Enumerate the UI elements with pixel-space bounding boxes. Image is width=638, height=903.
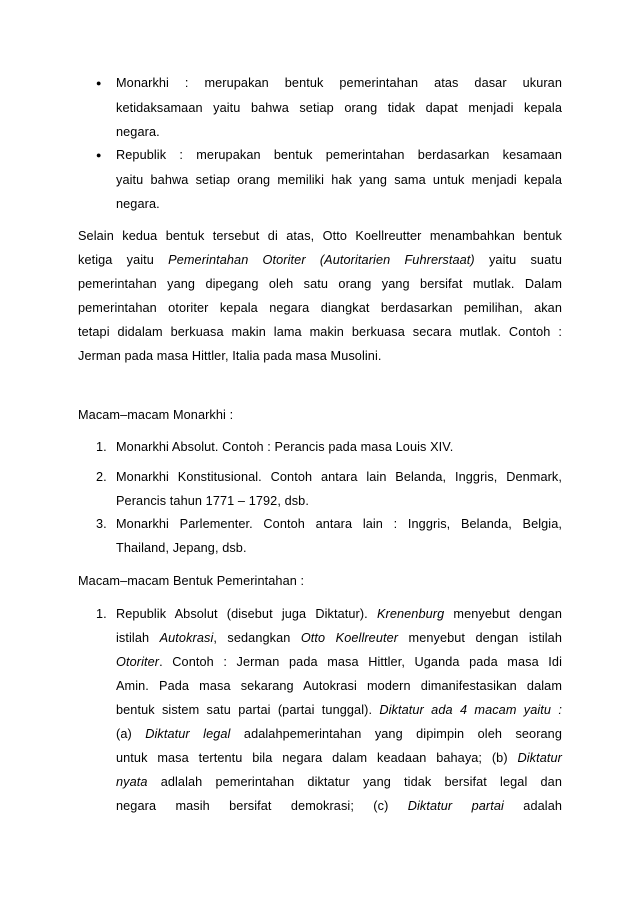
pemerintahan-line-5: bentuk sistem satu partai (partai tunggal). Diktatur ada 4 macam yaitu :: [116, 703, 563, 717]
paragraph-line-4: pemerintahan otoriter kepala negara diangkat berdasarkan pemilihan, akan: [78, 301, 562, 315]
bullet-republik-line-1: Republik : merupakan bentuk pemerintahan berdasarkan kesamaan: [116, 148, 562, 162]
term-nyata: nyata: [116, 775, 148, 789]
monarkhi-item-3-line-2: Thailand, Jepang, dsb.: [116, 541, 247, 555]
pemerintahan-line-7: untuk masa tertentu bila negara dalam keadaan bahaya; (b) Diktatur: [116, 751, 562, 765]
term-pemerintahan-otoriter: Pemerintahan Otoriter (Autoritarien Fuhrerstaat): [168, 253, 475, 267]
paragraph-line-5: tetapi didalam berkuasa makin lama makin berkuasa secara mutlak. Contoh :: [78, 325, 562, 339]
term-diktatur-4-macam: Diktatur ada 4 macam yaitu :: [379, 703, 563, 717]
bullet-republik-line-3: negara.: [116, 197, 160, 211]
pemerintahan-line-9: negara masih bersifat demokrasi; (c) Diktatur partai adalah: [116, 799, 563, 813]
list-number: 1.: [96, 607, 107, 621]
term-diktatur-legal: Diktatur legal: [145, 727, 231, 741]
pemerintahan-line-8: nyata adlalah pemerintahan diktatur yang tidak bersifat legal dan: [116, 775, 562, 789]
paragraph-line-2: ketiga yaitu Pemerintahan Otoriter (Autoritarien Fuhrerstaat) yaitu suatu: [78, 253, 563, 267]
paragraph-line-3: pemerintahan yang dipegang oleh satu orang yang bersifat mutlak. Dalam: [78, 277, 562, 291]
term-krenenburg: Krenenburg: [376, 607, 445, 621]
term-otto-koellreuter: Otto Koellreuter: [300, 631, 399, 645]
list-number: 2.: [96, 470, 107, 484]
monarkhi-item-2-line-2: Perancis tahun 1771 – 1792, dsb.: [116, 494, 309, 508]
paragraph-line-1: Selain kedua bentuk tersebut di atas, Otto Koellreutter menambahkan bentuk: [78, 229, 562, 243]
heading-macam-monarkhi: Macam–macam Monarkhi :: [78, 408, 234, 422]
pemerintahan-line-4: Amin. Pada masa sekarang Autokrasi modern dimanifestasikan dalam: [116, 679, 562, 693]
pemerintahan-line-6: (a) Diktatur legal adalahpemerintahan yang dipimpin oleh seorang: [116, 727, 562, 741]
term-otoriter: Otoriter: [116, 655, 160, 669]
pemerintahan-line-3: Otoriter. Contoh : Jerman pada masa Hittler, Uganda pada masa Idi: [116, 655, 562, 669]
heading-macam-bentuk-pemerintahan: Macam–macam Bentuk Pemerintahan :: [78, 574, 305, 588]
monarkhi-item-3-line-1: Monarkhi Parlementer. Contoh antara lain : Inggris, Belanda, Belgia,: [116, 517, 562, 531]
bullet-dot: ●: [96, 78, 102, 88]
monarkhi-item-2-line-1: Monarkhi Konstitusional. Contoh antara lain Belanda, Inggris, Denmark,: [116, 470, 562, 484]
bullet-monarkhi-line-1: Monarkhi : merupakan bentuk pemerintahan atas dasar ukuran: [116, 76, 562, 90]
pemerintahan-line-2: istilah Autokrasi, sedangkan Otto Koellreuter menyebut dengan istilah: [116, 631, 562, 645]
pemerintahan-line-1: Republik Absolut (disebut juga Diktatur). Krenenburg menyebut dengan: [116, 607, 562, 621]
bullet-monarkhi-line-3: negara.: [116, 125, 160, 139]
paragraph-line-6: Jerman pada masa Hittler, Italia pada masa Musolini.: [78, 349, 382, 363]
list-number: 3.: [96, 517, 107, 531]
bullet-monarkhi-line-2: ketidaksamaan yaitu bahwa setiap orang tidak dapat menjadi kepala: [116, 101, 562, 115]
bullet-republik-line-2: yaitu bahwa setiap orang memiliki hak yang sama untuk menjadi kepala: [116, 173, 562, 187]
term-autokrasi: Autokrasi: [159, 631, 214, 645]
list-number: 1.: [96, 440, 107, 454]
term-diktatur: Diktatur: [517, 751, 562, 765]
bullet-dot: ●: [96, 150, 102, 160]
term-diktatur-partai: Diktatur partai: [407, 799, 504, 813]
monarkhi-item-1: Monarkhi Absolut. Contoh : Perancis pada masa Louis XIV.: [116, 440, 454, 454]
